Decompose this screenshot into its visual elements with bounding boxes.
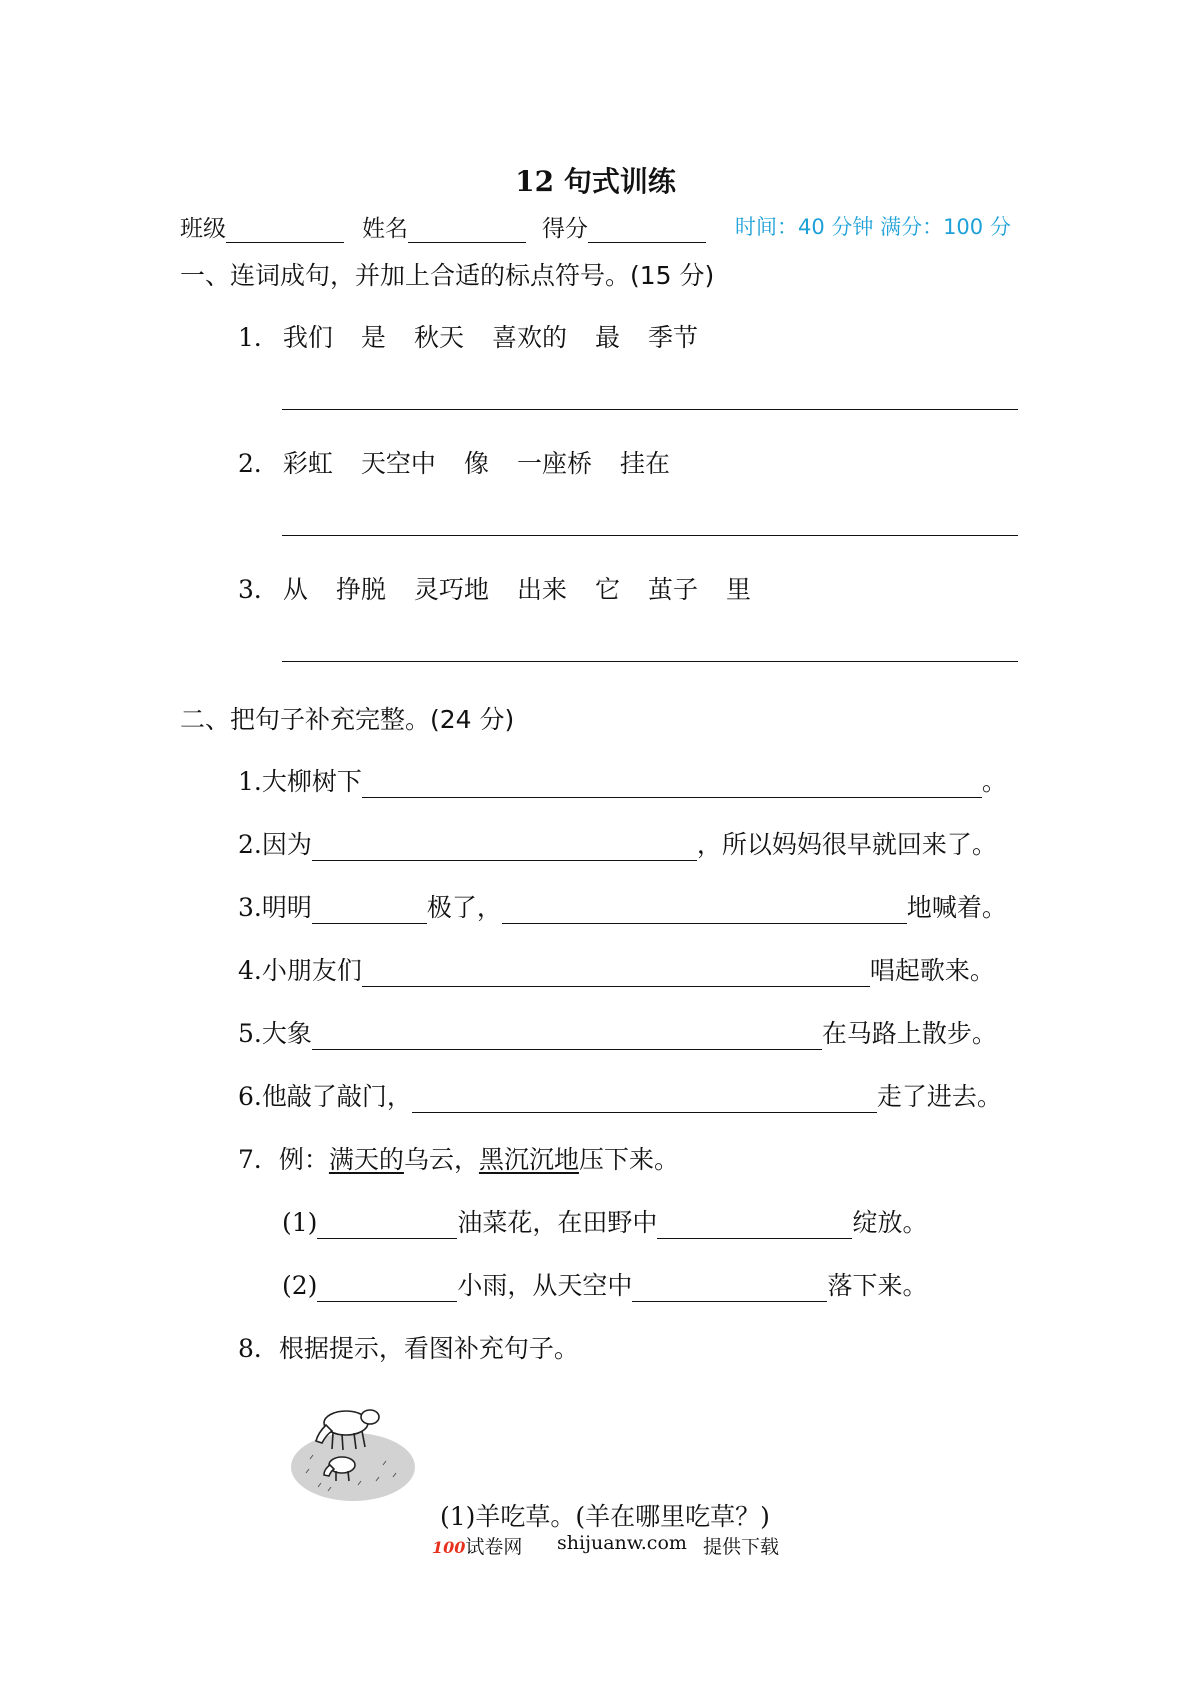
item-text: 大象 [261, 1019, 312, 1048]
item-text: 走了进去。 [876, 1082, 1002, 1111]
item-text: 根据提示，看图补充句子。 [278, 1334, 579, 1363]
item-text: 因为 [261, 830, 312, 859]
s2-item-8 [238, 1329, 579, 1365]
s1-item-3 [238, 570, 779, 606]
s1-item-num: 1． [238, 323, 279, 352]
item-num: 2. [238, 830, 262, 859]
fill-blank[interactable] [312, 838, 697, 861]
s2-item-7-example [238, 1140, 679, 1176]
item-num: 7． [238, 1145, 279, 1174]
s2-item-7-sub-1 [282, 1203, 927, 1239]
word: 从 [282, 575, 308, 604]
footer-brand [432, 1532, 522, 1559]
word: 里 [726, 575, 752, 604]
sub-text: 小雨，从天空中 [457, 1271, 633, 1300]
s1-item-1 [238, 318, 726, 354]
item-text: 在马路上散步。 [821, 1019, 997, 1048]
s2-item-5 [238, 1014, 997, 1050]
s2-item-2 [238, 825, 997, 861]
item-num: 8． [238, 1334, 279, 1363]
word: 我们 [282, 323, 333, 352]
time-info: 时间：40 分钟 满分：100 分 [735, 215, 1011, 239]
word: 像 [463, 449, 489, 478]
item-num: 3. [238, 893, 262, 922]
word: 出来 [516, 575, 567, 604]
word: 挂在 [619, 449, 670, 478]
fill-blank[interactable] [632, 1279, 827, 1302]
name-field [362, 210, 526, 243]
name-blank[interactable] [408, 220, 526, 243]
example-underlined-1: 满天的 [328, 1145, 404, 1174]
picture-question-1: (1)羊吃草。(羊在哪里吃草？) [440, 1502, 770, 1531]
item-text: 大柳树下 [261, 767, 362, 796]
s1-item-num: 2． [238, 449, 279, 478]
item-num: 1. [238, 767, 262, 796]
section1-heading: 一、连词成句，并加上合适的标点符号。(15 分) [180, 261, 715, 290]
sheep-grazing-illustration [288, 1395, 418, 1505]
word: 最 [594, 323, 620, 352]
word: 它 [594, 575, 620, 604]
sub-label: (2) [282, 1271, 318, 1300]
s1-item-2 [238, 444, 698, 480]
word: 喜欢的 [491, 323, 567, 352]
word: 是 [360, 323, 386, 352]
word: 茧子 [647, 575, 698, 604]
answer-line-2[interactable] [282, 535, 1018, 536]
s2-item-1 [238, 762, 1007, 798]
fill-blank[interactable] [312, 901, 427, 924]
example-prefix: 例： [278, 1145, 329, 1174]
fill-blank[interactable] [362, 964, 870, 987]
word: 挣脱 [335, 575, 386, 604]
fill-blank[interactable] [502, 901, 907, 924]
score-blank[interactable] [588, 220, 706, 243]
s2-item-7-sub-2 [282, 1266, 927, 1302]
footer-provide: 提供下载 [703, 1536, 780, 1558]
item-text: 。 [981, 767, 1007, 796]
s2-item-4 [238, 951, 995, 987]
sub-text: 油菜花，在田野中 [457, 1208, 658, 1237]
word: 季节 [647, 323, 698, 352]
answer-line-3[interactable] [282, 661, 1018, 662]
item-text: ，所以妈妈很早就回来了。 [696, 830, 997, 859]
name-label: 姓名 [362, 216, 408, 242]
score-label: 得分 [542, 216, 588, 242]
word: 秋天 [413, 323, 464, 352]
fill-blank[interactable] [362, 775, 982, 798]
sub-label: (1) [282, 1208, 318, 1237]
item-text: 极了， [426, 893, 502, 922]
section2-heading: 二、把句子补充完整。(24 分) [180, 705, 515, 734]
example-underlined-2: 黑沉沉地 [478, 1145, 579, 1174]
site-name: 试卷网 [465, 1536, 523, 1558]
answer-line-1[interactable] [282, 409, 1018, 410]
fill-blank[interactable] [317, 1216, 457, 1239]
item-text: 明明 [261, 893, 312, 922]
s1-item-num: 3． [238, 575, 279, 604]
fill-blank[interactable] [312, 1027, 822, 1050]
s2-item-6 [238, 1077, 1002, 1113]
word: 彩虹 [282, 449, 333, 478]
sub-text: 绽放。 [852, 1208, 928, 1237]
item-num: 5. [238, 1019, 262, 1048]
s2-item-3 [238, 888, 1007, 924]
fill-blank[interactable] [317, 1279, 457, 1302]
item-num: 6. [238, 1082, 262, 1111]
footer-domain[interactable]: shijuanw.com [557, 1532, 687, 1554]
item-text: 小朋友们 [261, 956, 362, 985]
class-field [180, 210, 344, 243]
item-text: 地喊着。 [906, 893, 1007, 922]
score-field [542, 210, 706, 243]
example-text: 乌云， [403, 1145, 479, 1174]
word: 一座桥 [516, 449, 592, 478]
item-num: 4. [238, 956, 262, 985]
class-blank[interactable] [226, 220, 344, 243]
page-title: 12 句式训练 [515, 165, 676, 198]
word: 天空中 [360, 449, 436, 478]
sub-text: 落下来。 [827, 1271, 928, 1300]
fill-blank[interactable] [657, 1216, 852, 1239]
example-text: 压下来。 [578, 1145, 679, 1174]
item-text: 唱起歌来。 [869, 956, 995, 985]
class-label: 班级 [180, 216, 226, 242]
site-logo: 100 [432, 1538, 466, 1557]
fill-blank[interactable] [412, 1090, 877, 1113]
item-text: 他敲了敲门， [261, 1082, 412, 1111]
word: 灵巧地 [413, 575, 489, 604]
